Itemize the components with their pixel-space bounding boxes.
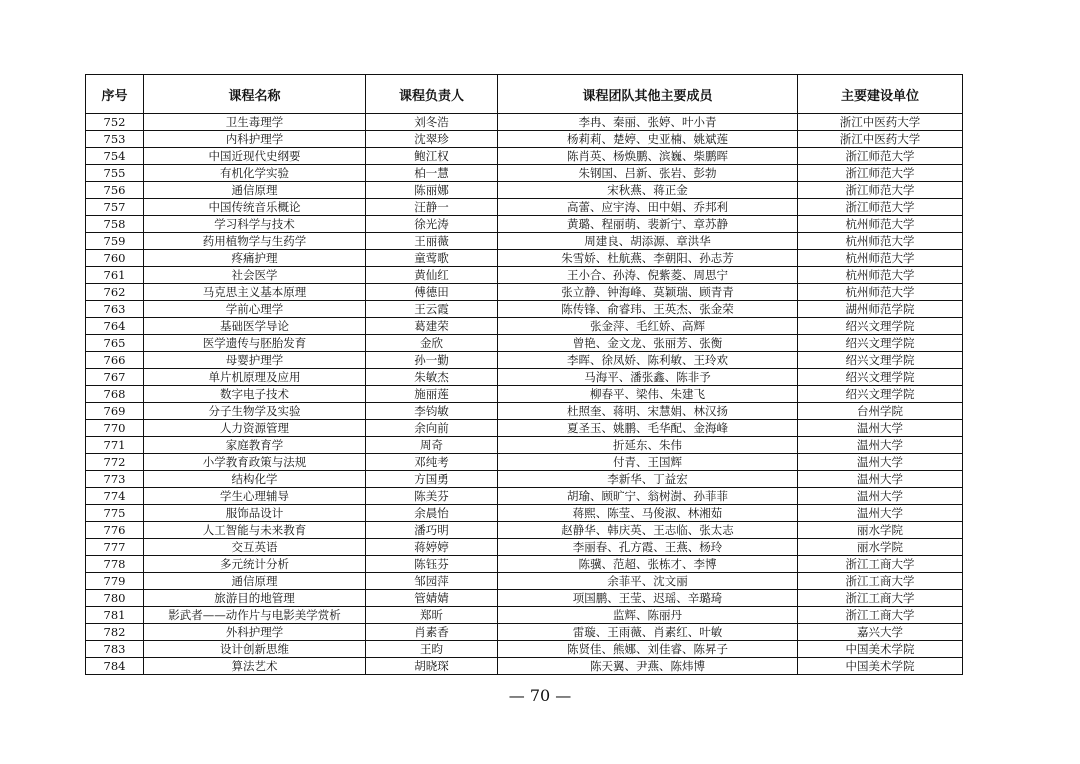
cell-course-name: 社会医学 <box>144 267 366 284</box>
cell-course-name: 人工智能与未来教育 <box>144 522 366 539</box>
table-row <box>86 199 963 216</box>
cell-course-name: 家庭教育学 <box>144 437 366 454</box>
cell-main-unit: 浙江工商大学 <box>798 607 963 624</box>
cell-course-leader: 郑昕 <box>366 607 498 624</box>
table-row <box>86 267 963 284</box>
cell-course-name: 影武者——动作片与电影美学赏析 <box>144 607 366 624</box>
cell-team-members: 李新华、丁益宏 <box>498 471 798 488</box>
cell-team-members: 折延东、朱伟 <box>498 437 798 454</box>
table-row <box>86 607 963 624</box>
cell-course-leader: 朱敏杰 <box>366 369 498 386</box>
cell-index: 764 <box>86 318 144 335</box>
cell-course-leader: 管婧婧 <box>366 590 498 607</box>
cell-course-name: 数字电子技术 <box>144 386 366 403</box>
cell-index: 784 <box>86 658 144 675</box>
cell-team-members: 马海平、潘张鑫、陈非予 <box>498 369 798 386</box>
cell-team-members: 余菲平、沈文丽 <box>498 573 798 590</box>
cell-course-name: 外科护理学 <box>144 624 366 641</box>
table-row <box>86 641 963 658</box>
cell-index: 779 <box>86 573 144 590</box>
cell-team-members: 陈天翼、尹燕、陈炜博 <box>498 658 798 675</box>
cell-course-leader: 王云霞 <box>366 301 498 318</box>
cell-index: 776 <box>86 522 144 539</box>
cell-index: 775 <box>86 505 144 522</box>
cell-course-name: 小学教育政策与法规 <box>144 454 366 471</box>
cell-main-unit: 温州大学 <box>798 454 963 471</box>
table-row <box>86 114 963 131</box>
cell-main-unit: 浙江师范大学 <box>798 148 963 165</box>
cell-index: 778 <box>86 556 144 573</box>
cell-main-unit: 中国美术学院 <box>798 658 963 675</box>
cell-course-name: 算法艺术 <box>144 658 366 675</box>
cell-team-members: 陈肖英、杨焕鹏、滨巍、柴鹏晖 <box>498 148 798 165</box>
cell-index: 767 <box>86 369 144 386</box>
cell-main-unit: 台州学院 <box>798 403 963 420</box>
cell-course-leader: 柏一慧 <box>366 165 498 182</box>
cell-index: 783 <box>86 641 144 658</box>
cell-team-members: 夏圣玉、姚鹏、毛华配、金海峰 <box>498 420 798 437</box>
cell-main-unit: 杭州师范大学 <box>798 284 963 301</box>
cell-course-name: 中国传统音乐概论 <box>144 199 366 216</box>
table-row <box>86 471 963 488</box>
table-row <box>86 318 963 335</box>
table-row <box>86 182 963 199</box>
cell-course-name: 学生心理辅导 <box>144 488 366 505</box>
cell-course-leader: 陈钰芬 <box>366 556 498 573</box>
table-row <box>86 131 963 148</box>
cell-course-name: 结构化学 <box>144 471 366 488</box>
cell-team-members: 陈骥、范超、张栋才、李博 <box>498 556 798 573</box>
cell-index: 772 <box>86 454 144 471</box>
table-row <box>86 573 963 590</box>
cell-course-leader: 周奇 <box>366 437 498 454</box>
cell-main-unit: 杭州师范大学 <box>798 250 963 267</box>
cell-team-members: 宋秋燕、蒋正金 <box>498 182 798 199</box>
cell-team-members: 监辉、陈丽丹 <box>498 607 798 624</box>
header-course-name: 课程名称 <box>144 75 366 114</box>
cell-course-leader: 童莺歌 <box>366 250 498 267</box>
cell-team-members: 王小合、孙涛、倪紫菱、周思宁 <box>498 267 798 284</box>
cell-course-leader: 邓纯考 <box>366 454 498 471</box>
cell-index: 766 <box>86 352 144 369</box>
cell-course-leader: 余晨怡 <box>366 505 498 522</box>
cell-main-unit: 丽水学院 <box>798 522 963 539</box>
cell-main-unit: 丽水学院 <box>798 539 963 556</box>
header-main-unit: 主要建设单位 <box>798 75 963 114</box>
table-row <box>86 403 963 420</box>
cell-main-unit: 绍兴文理学院 <box>798 386 963 403</box>
cell-course-name: 交互英语 <box>144 539 366 556</box>
cell-index: 782 <box>86 624 144 641</box>
cell-index: 757 <box>86 199 144 216</box>
cell-main-unit: 浙江师范大学 <box>798 165 963 182</box>
cell-main-unit: 绍兴文理学院 <box>798 369 963 386</box>
cell-main-unit: 杭州师范大学 <box>798 216 963 233</box>
table-row <box>86 301 963 318</box>
cell-main-unit: 浙江工商大学 <box>798 590 963 607</box>
cell-course-leader: 孙一勤 <box>366 352 498 369</box>
cell-course-name: 通信原理 <box>144 573 366 590</box>
cell-index: 758 <box>86 216 144 233</box>
cell-main-unit: 中国美术学院 <box>798 641 963 658</box>
cell-course-name: 母婴护理学 <box>144 352 366 369</box>
cell-course-leader: 潘巧明 <box>366 522 498 539</box>
cell-course-leader: 鲍江权 <box>366 148 498 165</box>
cell-team-members: 陈传锋、俞睿玮、王英杰、张金荣 <box>498 301 798 318</box>
cell-team-members: 曾艳、金文龙、张丽芳、张衡 <box>498 335 798 352</box>
cell-course-leader: 蒋婷婷 <box>366 539 498 556</box>
cell-course-leader: 刘冬浩 <box>366 114 498 131</box>
cell-index: 781 <box>86 607 144 624</box>
cell-main-unit: 浙江师范大学 <box>798 182 963 199</box>
table-row <box>86 488 963 505</box>
cell-course-name: 内科护理学 <box>144 131 366 148</box>
cell-course-name: 基础医学导论 <box>144 318 366 335</box>
table-row <box>86 165 963 182</box>
cell-main-unit: 温州大学 <box>798 437 963 454</box>
cell-team-members: 雷璇、王雨薇、肖素红、叶敏 <box>498 624 798 641</box>
cell-main-unit: 温州大学 <box>798 505 963 522</box>
cell-main-unit: 温州大学 <box>798 488 963 505</box>
cell-team-members: 杨莉莉、楚婷、史亚楠、姚斌莲 <box>498 131 798 148</box>
table-row <box>86 335 963 352</box>
cell-course-leader: 李钧敏 <box>366 403 498 420</box>
table-row <box>86 148 963 165</box>
cell-main-unit: 绍兴文理学院 <box>798 335 963 352</box>
cell-team-members: 陈贤佳、熊娜、刘佳睿、陈昇子 <box>498 641 798 658</box>
cell-course-leader: 陈丽娜 <box>366 182 498 199</box>
cell-index: 771 <box>86 437 144 454</box>
cell-index: 759 <box>86 233 144 250</box>
cell-main-unit: 嘉兴大学 <box>798 624 963 641</box>
cell-index: 760 <box>86 250 144 267</box>
cell-course-leader: 汪静一 <box>366 199 498 216</box>
table-row <box>86 250 963 267</box>
cell-index: 761 <box>86 267 144 284</box>
cell-course-leader: 徐光涛 <box>366 216 498 233</box>
cell-course-name: 医学遗传与胚胎发育 <box>144 335 366 352</box>
cell-team-members: 李冉、秦丽、张婷、叶小青 <box>498 114 798 131</box>
cell-course-name: 马克思主义基本原理 <box>144 284 366 301</box>
cell-team-members: 付青、王国辉 <box>498 454 798 471</box>
cell-team-members: 胡瑜、顾旷宁、翁树澍、孙菲菲 <box>498 488 798 505</box>
cell-main-unit: 浙江工商大学 <box>798 573 963 590</box>
table-row <box>86 505 963 522</box>
cell-team-members: 李晖、徐凤娇、陈利敏、王玲欢 <box>498 352 798 369</box>
cell-course-leader: 金欣 <box>366 335 498 352</box>
cell-index: 752 <box>86 114 144 131</box>
table-row <box>86 386 963 403</box>
cell-course-leader: 王丽薇 <box>366 233 498 250</box>
cell-index: 762 <box>86 284 144 301</box>
table-row <box>86 454 963 471</box>
cell-team-members: 高蕾、应宇涛、田中娟、乔邦利 <box>498 199 798 216</box>
cell-team-members: 项国鹏、王莹、迟瑶、辛璐琦 <box>498 590 798 607</box>
table-row <box>86 437 963 454</box>
table-row <box>86 352 963 369</box>
cell-team-members: 柳春平、梁伟、朱建飞 <box>498 386 798 403</box>
cell-index: 770 <box>86 420 144 437</box>
cell-course-name: 卫生毒理学 <box>144 114 366 131</box>
cell-course-leader: 肖素香 <box>366 624 498 641</box>
cell-team-members: 李丽春、孔方霞、王燕、杨玲 <box>498 539 798 556</box>
cell-index: 773 <box>86 471 144 488</box>
cell-main-unit: 浙江工商大学 <box>798 556 963 573</box>
cell-index: 765 <box>86 335 144 352</box>
cell-course-name: 旅游目的地管理 <box>144 590 366 607</box>
header-index: 序号 <box>86 75 144 114</box>
cell-index: 755 <box>86 165 144 182</box>
cell-team-members: 张金萍、毛红娇、高辉 <box>498 318 798 335</box>
header-course-leader: 课程负责人 <box>366 75 498 114</box>
cell-course-leader: 方国勇 <box>366 471 498 488</box>
cell-course-name: 药用植物学与生药学 <box>144 233 366 250</box>
table-row <box>86 624 963 641</box>
cell-team-members: 蒋熙、陈莹、马俊淑、林湘茹 <box>498 505 798 522</box>
cell-team-members: 朱钢国、吕新、张岩、彭勃 <box>498 165 798 182</box>
cell-main-unit: 杭州师范大学 <box>798 233 963 250</box>
cell-course-name: 有机化学实验 <box>144 165 366 182</box>
table-row <box>86 522 963 539</box>
table-body <box>86 114 963 675</box>
cell-course-name: 疼痛护理 <box>144 250 366 267</box>
cell-course-leader: 葛建荣 <box>366 318 498 335</box>
cell-course-name: 学习科学与技术 <box>144 216 366 233</box>
cell-course-leader: 胡晓琛 <box>366 658 498 675</box>
table-row <box>86 233 963 250</box>
cell-index: 768 <box>86 386 144 403</box>
cell-course-leader: 邹园萍 <box>366 573 498 590</box>
table-header-row <box>86 75 963 114</box>
course-table <box>85 74 963 675</box>
page-number: — 70 — <box>508 686 572 705</box>
cell-index: 780 <box>86 590 144 607</box>
cell-team-members: 张立静、钟海峰、莫颖瑞、顾青青 <box>498 284 798 301</box>
table-row <box>86 658 963 675</box>
table-row <box>86 556 963 573</box>
cell-main-unit: 杭州师范大学 <box>798 267 963 284</box>
cell-index: 756 <box>86 182 144 199</box>
cell-course-name: 多元统计分析 <box>144 556 366 573</box>
cell-course-leader: 黄仙红 <box>366 267 498 284</box>
cell-course-name: 中国近现代史纲要 <box>144 148 366 165</box>
cell-course-leader: 王昀 <box>366 641 498 658</box>
table-row <box>86 590 963 607</box>
cell-index: 753 <box>86 131 144 148</box>
cell-team-members: 杜照奎、蒋明、宋慧娟、林汉扬 <box>498 403 798 420</box>
cell-main-unit: 温州大学 <box>798 471 963 488</box>
header-team-members: 课程团队其他主要成员 <box>498 75 798 114</box>
cell-main-unit: 温州大学 <box>798 420 963 437</box>
table-row <box>86 284 963 301</box>
cell-team-members: 赵静华、韩庆英、王志临、张太志 <box>498 522 798 539</box>
cell-index: 769 <box>86 403 144 420</box>
cell-index: 763 <box>86 301 144 318</box>
cell-team-members: 周建良、胡添源、章洪华 <box>498 233 798 250</box>
cell-course-name: 学前心理学 <box>144 301 366 318</box>
table-row <box>86 216 963 233</box>
cell-course-name: 人力资源管理 <box>144 420 366 437</box>
table-row <box>86 369 963 386</box>
cell-course-leader: 施丽莲 <box>366 386 498 403</box>
cell-course-leader: 陈美芬 <box>366 488 498 505</box>
cell-main-unit: 湖州师范学院 <box>798 301 963 318</box>
cell-team-members: 黄璐、程丽萌、裴新宁、章苏静 <box>498 216 798 233</box>
cell-course-name: 设计创新思维 <box>144 641 366 658</box>
cell-index: 774 <box>86 488 144 505</box>
cell-main-unit: 浙江中医药大学 <box>798 131 963 148</box>
cell-course-name: 通信原理 <box>144 182 366 199</box>
cell-course-leader: 余向前 <box>366 420 498 437</box>
table-row <box>86 539 963 556</box>
cell-course-name: 分子生物学及实验 <box>144 403 366 420</box>
cell-main-unit: 绍兴文理学院 <box>798 352 963 369</box>
cell-main-unit: 浙江师范大学 <box>798 199 963 216</box>
cell-course-leader: 沈翠珍 <box>366 131 498 148</box>
cell-course-leader: 傅德田 <box>366 284 498 301</box>
cell-course-name: 单片机原理及应用 <box>144 369 366 386</box>
cell-course-name: 服饰品设计 <box>144 505 366 522</box>
cell-main-unit: 绍兴文理学院 <box>798 318 963 335</box>
cell-main-unit: 浙江中医药大学 <box>798 114 963 131</box>
cell-index: 777 <box>86 539 144 556</box>
cell-index: 754 <box>86 148 144 165</box>
table-row <box>86 420 963 437</box>
cell-team-members: 朱雪娇、杜航燕、李朝阳、孙志芳 <box>498 250 798 267</box>
